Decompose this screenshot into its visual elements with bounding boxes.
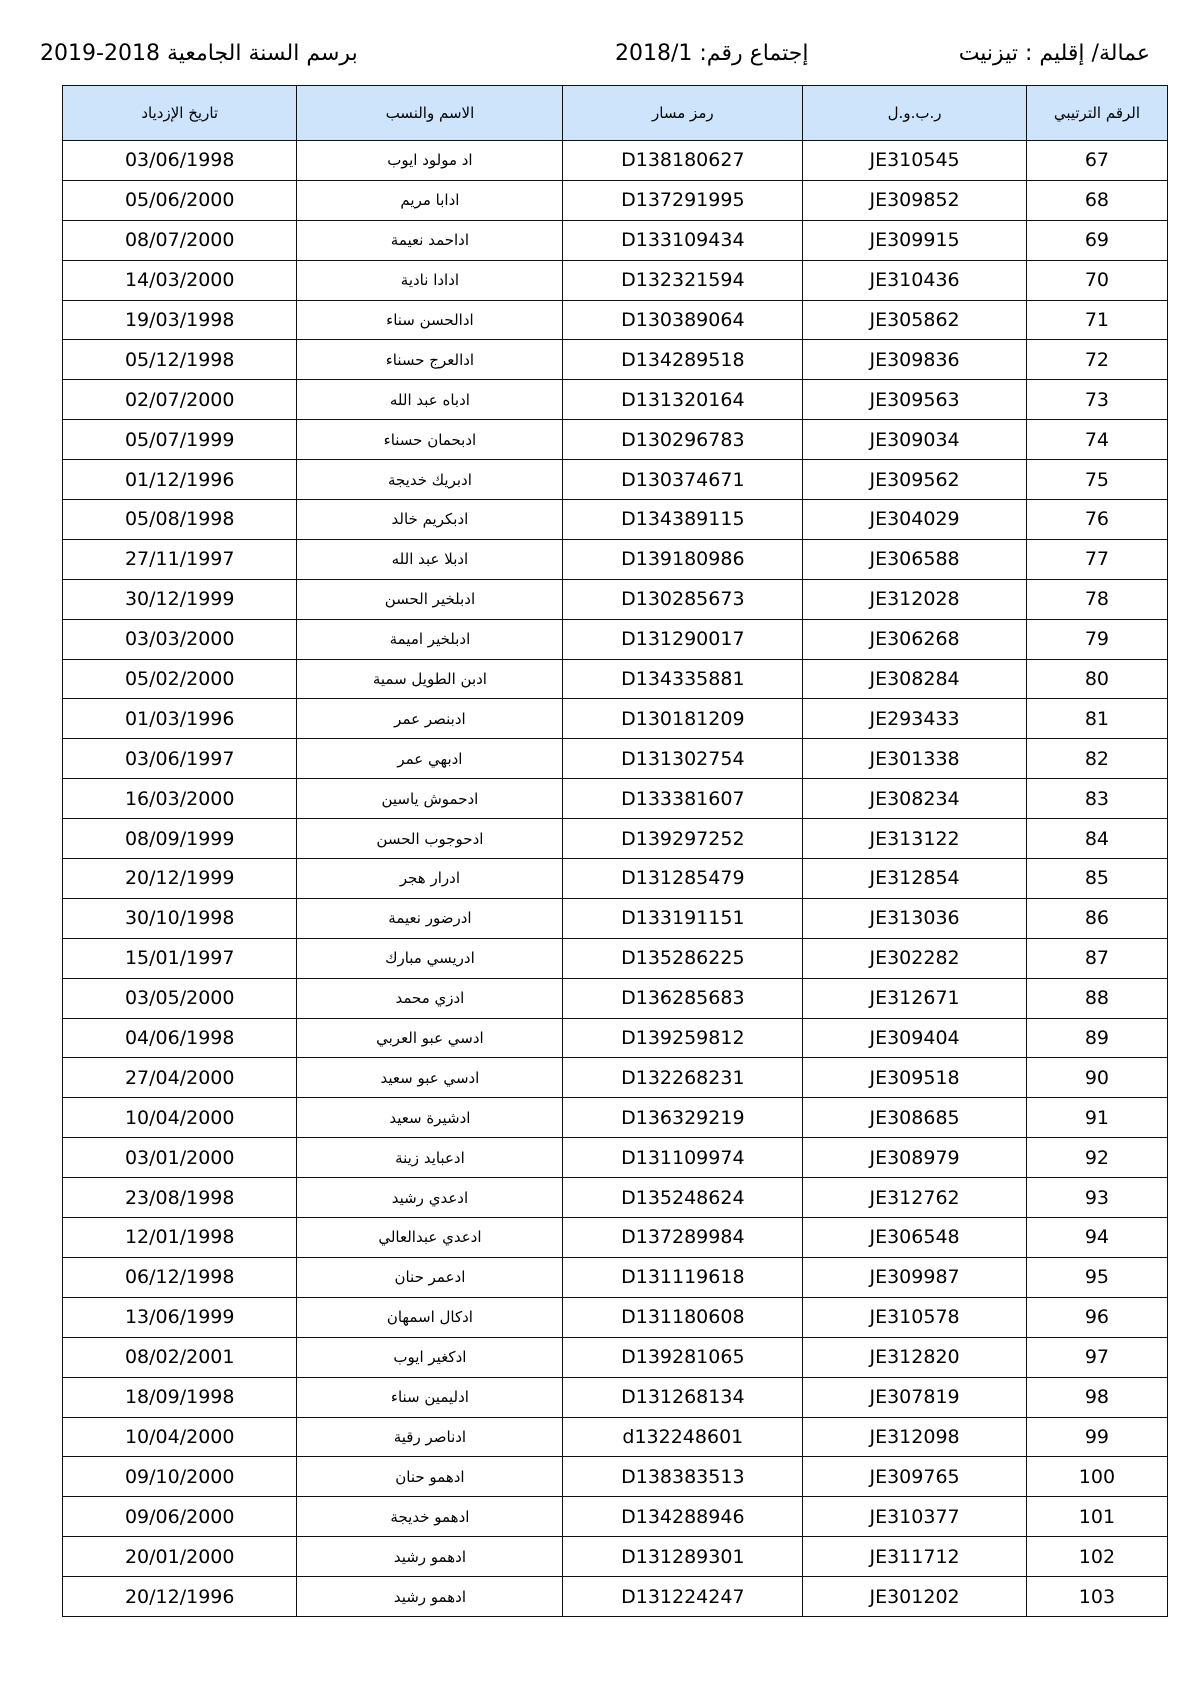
name-cell: ادبلخير الحسن	[297, 579, 563, 619]
massar-code-cell: D131289301	[563, 1537, 803, 1577]
table-row	[63, 619, 1168, 659]
order-number-cell: 70	[1026, 260, 1167, 300]
name-cell: ادزي محمد	[297, 978, 563, 1018]
table-row	[63, 1018, 1168, 1058]
order-number-cell: 93	[1026, 1178, 1167, 1218]
national-id-cell: JE312098	[803, 1417, 1027, 1457]
order-number-cell: 83	[1026, 779, 1167, 819]
name-cell: ادادا نادية	[297, 260, 563, 300]
order-number-cell: 99	[1026, 1417, 1167, 1457]
national-id-cell: JE313036	[803, 898, 1027, 938]
massar-code-cell: D130389064	[563, 300, 803, 340]
national-id-cell: JE306268	[803, 619, 1027, 659]
order-number-cell: 91	[1026, 1098, 1167, 1138]
table-row	[63, 1457, 1168, 1497]
table-row	[63, 739, 1168, 779]
table-row	[63, 819, 1168, 859]
name-cell: اداحمد نعيمة	[297, 220, 563, 260]
order-number-cell: 82	[1026, 739, 1167, 779]
column-header-birth-date: تاريخ الإزدياد	[63, 86, 297, 141]
table-body	[63, 141, 1168, 1617]
table-row	[63, 460, 1168, 500]
name-cell: ادناصر رقية	[297, 1417, 563, 1457]
birth-date-cell: 05/06/2000	[63, 180, 297, 220]
national-id-cell: JE309836	[803, 340, 1027, 380]
massar-code-cell: D135286225	[563, 938, 803, 978]
national-id-cell: JE304029	[803, 500, 1027, 540]
name-cell: اد مولود ايوب	[297, 141, 563, 181]
national-id-cell: JE313122	[803, 819, 1027, 859]
national-id-cell: JE308685	[803, 1098, 1027, 1138]
national-id-cell: JE306588	[803, 539, 1027, 579]
massar-code-cell: D130296783	[563, 420, 803, 460]
column-header-national-id: ر.ب.و.ل	[803, 86, 1027, 141]
birth-date-cell: 03/06/1997	[63, 739, 297, 779]
birth-date-cell: 01/03/1996	[63, 699, 297, 739]
national-id-cell: JE309915	[803, 220, 1027, 260]
birth-date-cell: 04/06/1998	[63, 1018, 297, 1058]
table-row	[63, 1417, 1168, 1457]
table-row	[63, 1537, 1168, 1577]
birth-date-cell: 03/05/2000	[63, 978, 297, 1018]
name-cell: ادحموش ياسين	[297, 779, 563, 819]
national-id-cell: JE306548	[803, 1218, 1027, 1258]
national-id-cell: JE310545	[803, 141, 1027, 181]
birth-date-cell: 30/10/1998	[63, 898, 297, 938]
order-number-cell: 72	[1026, 340, 1167, 380]
name-cell: ادريسي مبارك	[297, 938, 563, 978]
name-cell: ادبهي عمر	[297, 739, 563, 779]
table-row	[63, 859, 1168, 899]
name-cell: ادبن الطويل سمية	[297, 659, 563, 699]
massar-code-cell: D131109974	[563, 1138, 803, 1178]
table-row	[63, 260, 1168, 300]
order-number-cell: 69	[1026, 220, 1167, 260]
massar-code-cell: D135248624	[563, 1178, 803, 1218]
birth-date-cell: 30/12/1999	[63, 579, 297, 619]
table-row	[63, 1577, 1168, 1617]
table-row	[63, 579, 1168, 619]
birth-date-cell: 05/07/1999	[63, 420, 297, 460]
massar-code-cell: D131268134	[563, 1377, 803, 1417]
birth-date-cell: 18/09/1998	[63, 1377, 297, 1417]
order-number-cell: 68	[1026, 180, 1167, 220]
national-id-cell: JE308284	[803, 659, 1027, 699]
table-row	[63, 300, 1168, 340]
name-cell: ادعدي عبدالعالي	[297, 1218, 563, 1258]
order-number-cell: 71	[1026, 300, 1167, 340]
birth-date-cell: 01/12/1996	[63, 460, 297, 500]
birth-date-cell: 13/06/1999	[63, 1297, 297, 1337]
table-row	[63, 978, 1168, 1018]
birth-date-cell: 10/04/2000	[63, 1417, 297, 1457]
table-row	[63, 1138, 1168, 1178]
table-row	[63, 141, 1168, 181]
order-number-cell: 78	[1026, 579, 1167, 619]
massar-code-cell: D130374671	[563, 460, 803, 500]
birth-date-cell: 15/01/1997	[63, 938, 297, 978]
name-cell: ادابا مريم	[297, 180, 563, 220]
name-cell: ادليمين سناء	[297, 1377, 563, 1417]
column-header-order-number: الرقم الترتيبي	[1026, 86, 1167, 141]
table-row	[63, 380, 1168, 420]
name-cell: ادهمو رشيد	[297, 1577, 563, 1617]
name-cell: ادبكريم خالد	[297, 500, 563, 540]
order-number-cell: 88	[1026, 978, 1167, 1018]
birth-date-cell: 10/04/2000	[63, 1098, 297, 1138]
meeting-number: إجتماع رقم: 2018/1	[615, 41, 809, 66]
order-number-cell: 76	[1026, 500, 1167, 540]
national-id-cell: JE309765	[803, 1457, 1027, 1497]
table-row	[63, 220, 1168, 260]
table-row	[63, 699, 1168, 739]
order-number-cell: 100	[1026, 1457, 1167, 1497]
massar-code-cell: D131285479	[563, 859, 803, 899]
massar-code-cell: D133381607	[563, 779, 803, 819]
birth-date-cell: 02/07/2000	[63, 380, 297, 420]
birth-date-cell: 08/09/1999	[63, 819, 297, 859]
birth-date-cell: 20/01/2000	[63, 1537, 297, 1577]
massar-code-cell: D131119618	[563, 1257, 803, 1297]
name-cell: ادشيرة سعيد	[297, 1098, 563, 1138]
name-cell: ادعدي رشيد	[297, 1178, 563, 1218]
massar-code-cell: D130285673	[563, 579, 803, 619]
national-id-cell: JE312028	[803, 579, 1027, 619]
massar-code-cell: D132321594	[563, 260, 803, 300]
table-row	[63, 1337, 1168, 1377]
birth-date-cell: 06/12/1998	[63, 1257, 297, 1297]
name-cell: ادبلخير اميمة	[297, 619, 563, 659]
massar-code-cell: D130181209	[563, 699, 803, 739]
order-number-cell: 94	[1026, 1218, 1167, 1258]
document-header	[40, 38, 1150, 70]
birth-date-cell: 27/11/1997	[63, 539, 297, 579]
table-row	[63, 1218, 1168, 1258]
massar-code-cell: D131320164	[563, 380, 803, 420]
national-id-cell: JE305862	[803, 300, 1027, 340]
table-row	[63, 1377, 1168, 1417]
birth-date-cell: 08/02/2001	[63, 1337, 297, 1377]
massar-code-cell: D139281065	[563, 1337, 803, 1377]
table-row	[63, 1098, 1168, 1138]
massar-code-cell: D136329219	[563, 1098, 803, 1138]
massar-code-cell: D133109434	[563, 220, 803, 260]
national-id-cell: JE312854	[803, 859, 1027, 899]
name-cell: ادعبايد زينة	[297, 1138, 563, 1178]
name-cell: ادكغير ايوب	[297, 1337, 563, 1377]
order-number-cell: 86	[1026, 898, 1167, 938]
birth-date-cell: 16/03/2000	[63, 779, 297, 819]
order-number-cell: 98	[1026, 1377, 1167, 1417]
order-number-cell: 74	[1026, 420, 1167, 460]
table-row	[63, 539, 1168, 579]
order-number-cell: 80	[1026, 659, 1167, 699]
name-cell: ادبحمان حسناء	[297, 420, 563, 460]
birth-date-cell: 09/10/2000	[63, 1457, 297, 1497]
order-number-cell: 89	[1026, 1018, 1167, 1058]
massar-code-cell: D139180986	[563, 539, 803, 579]
national-id-cell: JE309563	[803, 380, 1027, 420]
birth-date-cell: 20/12/1996	[63, 1577, 297, 1617]
order-number-cell: 75	[1026, 460, 1167, 500]
national-id-cell: JE309034	[803, 420, 1027, 460]
order-number-cell: 77	[1026, 539, 1167, 579]
massar-code-cell: D131224247	[563, 1577, 803, 1617]
national-id-cell: JE311712	[803, 1537, 1027, 1577]
birth-date-cell: 05/02/2000	[63, 659, 297, 699]
order-number-cell: 85	[1026, 859, 1167, 899]
name-cell: ادهمو رشيد	[297, 1537, 563, 1577]
name-cell: ادباه عبد الله	[297, 380, 563, 420]
birth-date-cell: 03/06/1998	[63, 141, 297, 181]
table-row	[63, 1297, 1168, 1337]
birth-date-cell: 08/07/2000	[63, 220, 297, 260]
massar-code-cell: D137289984	[563, 1218, 803, 1258]
name-cell: ادبنصر عمر	[297, 699, 563, 739]
birth-date-cell: 09/06/2000	[63, 1497, 297, 1537]
national-id-cell: JE309852	[803, 180, 1027, 220]
name-cell: ادكال اسمهان	[297, 1297, 563, 1337]
national-id-cell: JE308234	[803, 779, 1027, 819]
province-label: عمالة/ إقليم : تيزنيت	[958, 41, 1150, 66]
name-cell: ادهمو خديجة	[297, 1497, 563, 1537]
massar-code-cell: D136285683	[563, 978, 803, 1018]
name-cell: ادرضور نعيمة	[297, 898, 563, 938]
table-row	[63, 779, 1168, 819]
order-number-cell: 101	[1026, 1497, 1167, 1537]
national-id-cell: JE309518	[803, 1058, 1027, 1098]
order-number-cell: 87	[1026, 938, 1167, 978]
national-id-cell: JE307819	[803, 1377, 1027, 1417]
column-header-full-name: الاسم والنسب	[297, 86, 563, 141]
table-row	[63, 898, 1168, 938]
birth-date-cell: 05/08/1998	[63, 500, 297, 540]
birth-date-cell: 20/12/1999	[63, 859, 297, 899]
birth-date-cell: 03/03/2000	[63, 619, 297, 659]
massar-code-cell: D134288946	[563, 1497, 803, 1537]
column-header-massar-code: رمز مسار	[563, 86, 803, 141]
national-id-cell: JE309562	[803, 460, 1027, 500]
order-number-cell: 103	[1026, 1577, 1167, 1617]
students-table	[62, 85, 1168, 1617]
order-number-cell: 84	[1026, 819, 1167, 859]
table-row	[63, 1257, 1168, 1297]
massar-code-cell: D131290017	[563, 619, 803, 659]
name-cell: ادالحسن سناء	[297, 300, 563, 340]
national-id-cell: JE293433	[803, 699, 1027, 739]
national-id-cell: JE301202	[803, 1577, 1027, 1617]
name-cell: ادحوجوب الحسن	[297, 819, 563, 859]
order-number-cell: 90	[1026, 1058, 1167, 1098]
table-header-row	[63, 86, 1168, 141]
academic-year-title: برسم السنة الجامعية 2018-2019	[40, 41, 358, 66]
national-id-cell: JE310377	[803, 1497, 1027, 1537]
birth-date-cell: 12/01/1998	[63, 1218, 297, 1258]
massar-code-cell: D138180627	[563, 141, 803, 181]
massar-code-cell: D139259812	[563, 1018, 803, 1058]
table-row	[63, 659, 1168, 699]
national-id-cell: JE310578	[803, 1297, 1027, 1337]
order-number-cell: 96	[1026, 1297, 1167, 1337]
birth-date-cell: 23/08/1998	[63, 1178, 297, 1218]
birth-date-cell: 14/03/2000	[63, 260, 297, 300]
birth-date-cell: 05/12/1998	[63, 340, 297, 380]
order-number-cell: 102	[1026, 1537, 1167, 1577]
order-number-cell: 67	[1026, 141, 1167, 181]
order-number-cell: 97	[1026, 1337, 1167, 1377]
massar-code-cell: D134335881	[563, 659, 803, 699]
name-cell: ادسي عبو سعيد	[297, 1058, 563, 1098]
national-id-cell: JE312671	[803, 978, 1027, 1018]
table-row	[63, 1058, 1168, 1098]
massar-code-cell: D133191151	[563, 898, 803, 938]
table-row	[63, 340, 1168, 380]
name-cell: ادبريك خديجة	[297, 460, 563, 500]
table-row	[63, 1497, 1168, 1537]
massar-code-cell: d132248601	[563, 1417, 803, 1457]
national-id-cell: JE301338	[803, 739, 1027, 779]
massar-code-cell: D134289518	[563, 340, 803, 380]
birth-date-cell: 19/03/1998	[63, 300, 297, 340]
table-row	[63, 1178, 1168, 1218]
national-id-cell: JE309987	[803, 1257, 1027, 1297]
national-id-cell: JE310436	[803, 260, 1027, 300]
national-id-cell: JE302282	[803, 938, 1027, 978]
name-cell: ادسي عبو العربي	[297, 1018, 563, 1058]
name-cell: ادبلا عبد الله	[297, 539, 563, 579]
massar-code-cell: D139297252	[563, 819, 803, 859]
massar-code-cell: D131302754	[563, 739, 803, 779]
name-cell: ادالعرج حسناء	[297, 340, 563, 380]
name-cell: ادعمر حنان	[297, 1257, 563, 1297]
national-id-cell: JE312820	[803, 1337, 1027, 1377]
birth-date-cell: 03/01/2000	[63, 1138, 297, 1178]
order-number-cell: 79	[1026, 619, 1167, 659]
national-id-cell: JE308979	[803, 1138, 1027, 1178]
massar-code-cell: D132268231	[563, 1058, 803, 1098]
table-row	[63, 500, 1168, 540]
order-number-cell: 73	[1026, 380, 1167, 420]
table-row	[63, 420, 1168, 460]
order-number-cell: 92	[1026, 1138, 1167, 1178]
national-id-cell: JE309404	[803, 1018, 1027, 1058]
order-number-cell: 81	[1026, 699, 1167, 739]
massar-code-cell: D131180608	[563, 1297, 803, 1337]
table-row	[63, 180, 1168, 220]
table-row	[63, 938, 1168, 978]
birth-date-cell: 27/04/2000	[63, 1058, 297, 1098]
massar-code-cell: D138383513	[563, 1457, 803, 1497]
name-cell: ادرار هجر	[297, 859, 563, 899]
massar-code-cell: D137291995	[563, 180, 803, 220]
order-number-cell: 95	[1026, 1257, 1167, 1297]
massar-code-cell: D134389115	[563, 500, 803, 540]
national-id-cell: JE312762	[803, 1178, 1027, 1218]
name-cell: ادهمو حنان	[297, 1457, 563, 1497]
